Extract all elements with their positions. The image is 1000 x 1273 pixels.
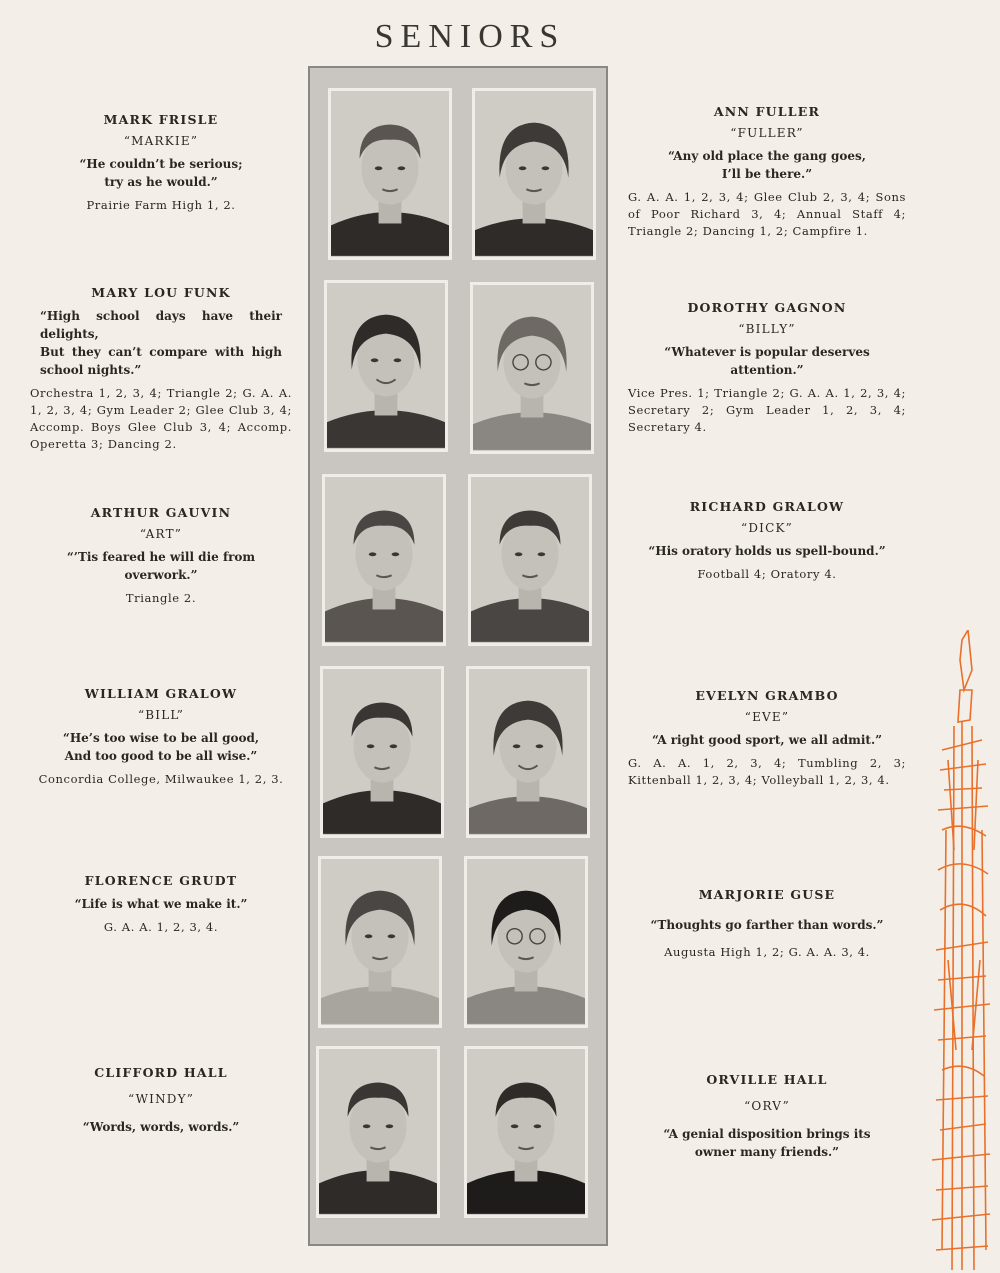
senior-entry <box>628 104 906 240</box>
senior-activities: Prairie Farm High 1, 2. <box>86 198 236 212</box>
portrait-marjorie-guse <box>464 856 588 1028</box>
senior-name: WILLIAM GRALOW <box>84 686 238 701</box>
portrait-dorothy-gagnon <box>470 282 594 454</box>
portrait-photo-icon <box>475 91 593 257</box>
senior-nickname: “BILLY” <box>738 322 796 336</box>
portrait-photo-icon <box>471 477 589 643</box>
senior-activities: Triangle 2. <box>125 591 197 605</box>
portrait-photo-icon <box>473 285 591 451</box>
senior-name: DOROTHY GAGNON <box>687 300 847 315</box>
senior-name: ARTHUR GAUVIN <box>90 505 232 520</box>
senior-activities: Concordia College, Milwaukee 1, 2, 3. <box>38 772 284 786</box>
portrait-photo-icon <box>325 477 443 643</box>
senior-name: ORVILLE HALL <box>706 1072 828 1087</box>
senior-activities: Augusta High 1, 2; G. A. A. 3, 4. <box>664 945 870 959</box>
senior-entry <box>30 873 292 936</box>
senior-nickname: “ART” <box>139 527 183 541</box>
portrait-mark-frisle <box>328 88 452 260</box>
senior-quote: “He’s too wise to be all good, And too good to be all wise.” <box>62 731 260 763</box>
senior-name: CLIFFORD HALL <box>94 1065 228 1080</box>
senior-quote: “Whatever is popular deserves attention.” <box>664 345 870 377</box>
portrait-evelyn-grambo <box>466 666 590 838</box>
portrait-photo-icon <box>327 283 445 449</box>
senior-name: MARY LOU FUNK <box>91 285 231 300</box>
senior-nickname: “FULLER” <box>730 126 804 140</box>
senior-activities: G. A. A. 1, 2, 3, 4. <box>103 920 219 934</box>
senior-quote: “Words, words, words.” <box>82 1120 240 1134</box>
senior-entry <box>628 887 906 961</box>
portrait-arthur-gauvin <box>322 474 446 646</box>
page-title: SENIORS <box>374 18 566 55</box>
portrait-photo-icon <box>319 1049 437 1215</box>
senior-name: MARJORIE GUSE <box>698 887 836 902</box>
senior-entry <box>30 505 292 607</box>
senior-entry <box>30 686 292 788</box>
senior-quote: “His oratory holds us spell-bound.” <box>648 544 886 558</box>
senior-quote: “A right good sport, we all admit.” <box>651 733 883 747</box>
portrait-william-gralow <box>320 666 444 838</box>
senior-quote: “Any old place the gang goes, I’ll be there.” <box>668 149 866 181</box>
senior-entry <box>30 285 292 453</box>
senior-entry <box>628 499 906 583</box>
portrait-photo-icon <box>467 1049 585 1215</box>
senior-nickname: “MARKIE” <box>123 134 199 148</box>
portrait-photo-icon <box>467 859 585 1025</box>
portrait-clifford-hall <box>316 1046 440 1218</box>
senior-nickname: “WINDY” <box>127 1092 195 1106</box>
senior-activities: G. A. A. 1, 2, 3, 4; Glee Club 2, 3, 4; Sons of Poor Richard 3, 4; Annual Staff 4; Triangle 2; Dancing 1, 2; Campfire 1. <box>628 190 906 238</box>
senior-entry <box>30 1065 292 1142</box>
senior-quote: “Life is what we make it.” <box>74 897 248 911</box>
portrait-photo-icon <box>323 669 441 835</box>
portrait-ann-fuller <box>472 88 596 260</box>
senior-name: RICHARD GRALOW <box>689 499 845 514</box>
senior-activities: Orchestra 1, 2, 3, 4; Triangle 2; G. A. A. 1, 2, 3, 4; Gym Leader 2; Glee Club 3, 4; Accomp. Boys Glee Club 3, 4; Accomp. Operetta 3; Dancing 2. <box>30 386 292 451</box>
senior-entry <box>30 112 292 214</box>
senior-quote: “A genial disposition brings its owner many friends.” <box>663 1127 871 1159</box>
tower-sketch-icon <box>902 630 992 1270</box>
senior-nickname: “DICK” <box>741 521 793 535</box>
portrait-richard-gralow <box>468 474 592 646</box>
portrait-orville-hall <box>464 1046 588 1218</box>
portrait-photo-icon <box>469 669 587 835</box>
senior-entry <box>628 688 906 789</box>
senior-activities: Football 4; Oratory 4. <box>697 567 837 581</box>
portrait-photo-icon <box>321 859 439 1025</box>
senior-activities: Vice Pres. 1; Triangle 2; G. A. A. 1, 2, 3, 4; Secretary 2; Gym Leader 1, 2, 3, 4; Secretary 4. <box>628 386 906 434</box>
senior-quote: “He couldn’t be serious; try as he would.” <box>79 157 243 189</box>
portrait-mary-lou-funk <box>324 280 448 452</box>
senior-entry <box>628 300 906 436</box>
senior-nickname: “ORV” <box>744 1099 790 1113</box>
senior-entry <box>628 1072 906 1167</box>
senior-quote: “High school days have their delights, But they can’t compare with high school nights.” <box>40 309 282 377</box>
senior-quote: “’Tis feared he will die from overwork.” <box>66 550 256 582</box>
senior-name: EVELYN GRAMBO <box>695 688 839 703</box>
senior-name: FLORENCE GRUDT <box>84 873 238 888</box>
portrait-photo-icon <box>331 91 449 257</box>
senior-nickname: “EVE” <box>744 710 790 724</box>
senior-quote: “Thoughts go farther than words.” <box>650 918 884 932</box>
senior-activities: G. A. A. 1, 2, 3, 4; Tumbling 2, 3; Kittenball 1, 2, 3, 4; Volleyball 1, 2, 3, 4. <box>628 756 906 787</box>
senior-name: MARK FRISLE <box>103 112 219 127</box>
senior-name: ANN FULLER <box>713 104 821 119</box>
portrait-florence-grudt <box>318 856 442 1028</box>
senior-nickname: “BILL” <box>137 708 185 722</box>
